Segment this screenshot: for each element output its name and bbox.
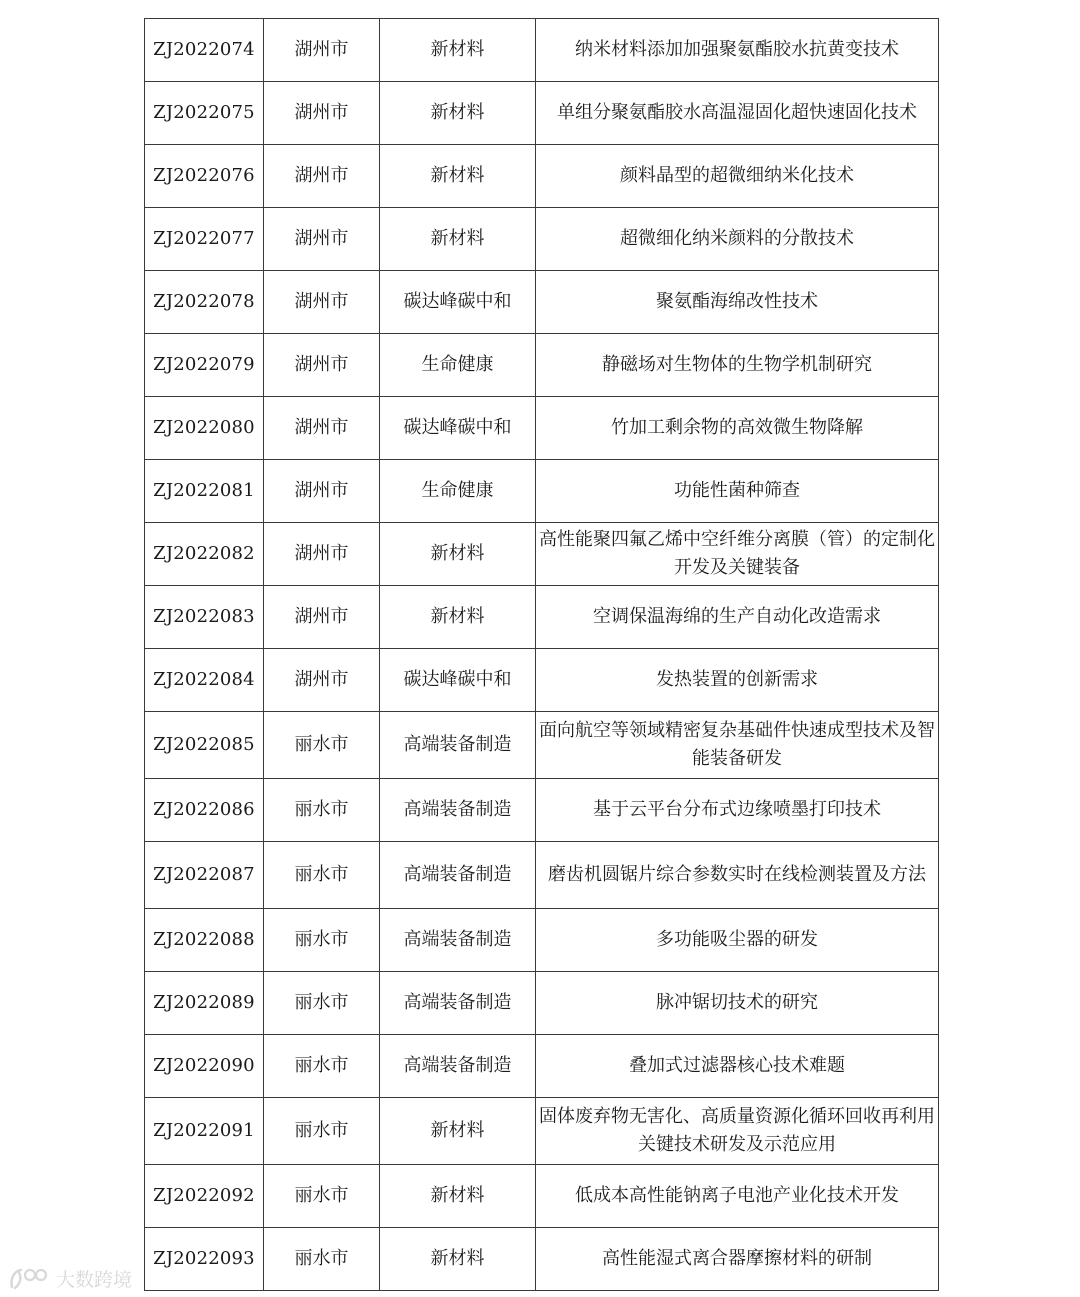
cell-code: ZJ2022092 (145, 1165, 264, 1228)
cell-title: 脉冲锯切技术的研究 (536, 972, 939, 1035)
cell-code: ZJ2022091 (145, 1098, 264, 1165)
table-row (145, 460, 939, 523)
table-row (145, 586, 939, 649)
cell-code: ZJ2022090 (145, 1035, 264, 1098)
cell-field: 新材料 (380, 208, 536, 271)
cell-title: 高性能聚四氟乙烯中空纤维分离膜（管）的定制化开发及关键装备 (536, 523, 939, 586)
cell-city: 湖州市 (264, 397, 380, 460)
cell-title: 面向航空等领域精密复杂基础件快速成型技术及智能装备研发 (536, 712, 939, 779)
cell-city: 丽水市 (264, 1098, 380, 1165)
cell-field: 新材料 (380, 82, 536, 145)
table-row (145, 523, 939, 586)
table-body (145, 19, 939, 1291)
cell-code: ZJ2022086 (145, 779, 264, 842)
table-row (145, 19, 939, 82)
table-row (145, 145, 939, 208)
cell-field: 高端装备制造 (380, 1035, 536, 1098)
table-row (145, 712, 939, 779)
cell-code: ZJ2022077 (145, 208, 264, 271)
cell-code: ZJ2022093 (145, 1228, 264, 1291)
cell-field: 新材料 (380, 145, 536, 208)
cell-field: 新材料 (380, 1165, 536, 1228)
table-row (145, 82, 939, 145)
cell-title: 功能性菌种筛查 (536, 460, 939, 523)
cell-city: 湖州市 (264, 586, 380, 649)
cell-city: 湖州市 (264, 208, 380, 271)
cell-field: 生命健康 (380, 334, 536, 397)
cell-title: 纳米材料添加加强聚氨酯胶水抗黄变技术 (536, 19, 939, 82)
cell-code: ZJ2022084 (145, 649, 264, 712)
brand-logo-icon (8, 1265, 50, 1291)
cell-title: 竹加工剩余物的高效微生物降解 (536, 397, 939, 460)
cell-code: ZJ2022085 (145, 712, 264, 779)
cell-field: 新材料 (380, 1098, 536, 1165)
cell-title: 静磁场对生物体的生物学机制研究 (536, 334, 939, 397)
table-row (145, 1098, 939, 1165)
cell-field: 碳达峰碳中和 (380, 397, 536, 460)
cell-field: 高端装备制造 (380, 842, 536, 909)
cell-city: 丽水市 (264, 909, 380, 972)
table-row (145, 972, 939, 1035)
table-row (145, 1035, 939, 1098)
cell-city: 丽水市 (264, 779, 380, 842)
cell-code: ZJ2022088 (145, 909, 264, 972)
cell-city: 丽水市 (264, 712, 380, 779)
cell-city: 丽水市 (264, 842, 380, 909)
requirements-table-container (144, 18, 938, 1291)
cell-city: 湖州市 (264, 82, 380, 145)
cell-code: ZJ2022076 (145, 145, 264, 208)
cell-title: 高性能湿式离合器摩擦材料的研制 (536, 1228, 939, 1291)
cell-city: 湖州市 (264, 19, 380, 82)
cell-title: 单组分聚氨酯胶水高温湿固化超快速固化技术 (536, 82, 939, 145)
cell-code: ZJ2022075 (145, 82, 264, 145)
cell-title: 颜料晶型的超微细纳米化技术 (536, 145, 939, 208)
cell-field: 碳达峰碳中和 (380, 271, 536, 334)
cell-field: 高端装备制造 (380, 779, 536, 842)
cell-city: 湖州市 (264, 649, 380, 712)
cell-title: 聚氨酯海绵改性技术 (536, 271, 939, 334)
cell-field: 高端装备制造 (380, 909, 536, 972)
cell-city: 湖州市 (264, 334, 380, 397)
cell-city: 丽水市 (264, 1035, 380, 1098)
cell-city: 湖州市 (264, 271, 380, 334)
requirements-table (144, 18, 939, 1291)
watermark (8, 1263, 132, 1293)
cell-city: 湖州市 (264, 523, 380, 586)
cell-title: 基于云平台分布式边缘喷墨打印技术 (536, 779, 939, 842)
cell-title: 叠加式过滤器核心技术难题 (536, 1035, 939, 1098)
cell-code: ZJ2022087 (145, 842, 264, 909)
cell-city: 丽水市 (264, 1228, 380, 1291)
cell-title: 发热装置的创新需求 (536, 649, 939, 712)
cell-field: 高端装备制造 (380, 972, 536, 1035)
table-row (145, 779, 939, 842)
cell-code: ZJ2022074 (145, 19, 264, 82)
cell-code: ZJ2022083 (145, 586, 264, 649)
cell-field: 新材料 (380, 19, 536, 82)
cell-city: 丽水市 (264, 1165, 380, 1228)
cell-code: ZJ2022080 (145, 397, 264, 460)
cell-field: 新材料 (380, 586, 536, 649)
cell-field: 高端装备制造 (380, 712, 536, 779)
table-row (145, 334, 939, 397)
table-row (145, 271, 939, 334)
table-row (145, 649, 939, 712)
cell-title: 超微细化纳米颜料的分散技术 (536, 208, 939, 271)
cell-code: ZJ2022082 (145, 523, 264, 586)
cell-code: ZJ2022081 (145, 460, 264, 523)
cell-code: ZJ2022089 (145, 972, 264, 1035)
table-row (145, 1228, 939, 1291)
cell-code: ZJ2022078 (145, 271, 264, 334)
cell-title: 固体废弃物无害化、高质量资源化循环回收再利用关键技术研发及示范应用 (536, 1098, 939, 1165)
table-row (145, 208, 939, 271)
cell-field: 新材料 (380, 523, 536, 586)
cell-city: 湖州市 (264, 145, 380, 208)
cell-city: 丽水市 (264, 972, 380, 1035)
cell-field: 碳达峰碳中和 (380, 649, 536, 712)
cell-title: 磨齿机圆锯片综合参数实时在线检测装置及方法 (536, 842, 939, 909)
cell-field: 新材料 (380, 1228, 536, 1291)
cell-title: 多功能吸尘器的研发 (536, 909, 939, 972)
cell-city: 湖州市 (264, 460, 380, 523)
watermark-text: 大数跨境 (56, 1268, 133, 1291)
cell-field: 生命健康 (380, 460, 536, 523)
cell-title: 低成本高性能钠离子电池产业化技术开发 (536, 1165, 939, 1228)
table-row (145, 842, 939, 909)
table-row (145, 397, 939, 460)
table-row (145, 909, 939, 972)
cell-code: ZJ2022079 (145, 334, 264, 397)
table-row (145, 1165, 939, 1228)
cell-title: 空调保温海绵的生产自动化改造需求 (536, 586, 939, 649)
